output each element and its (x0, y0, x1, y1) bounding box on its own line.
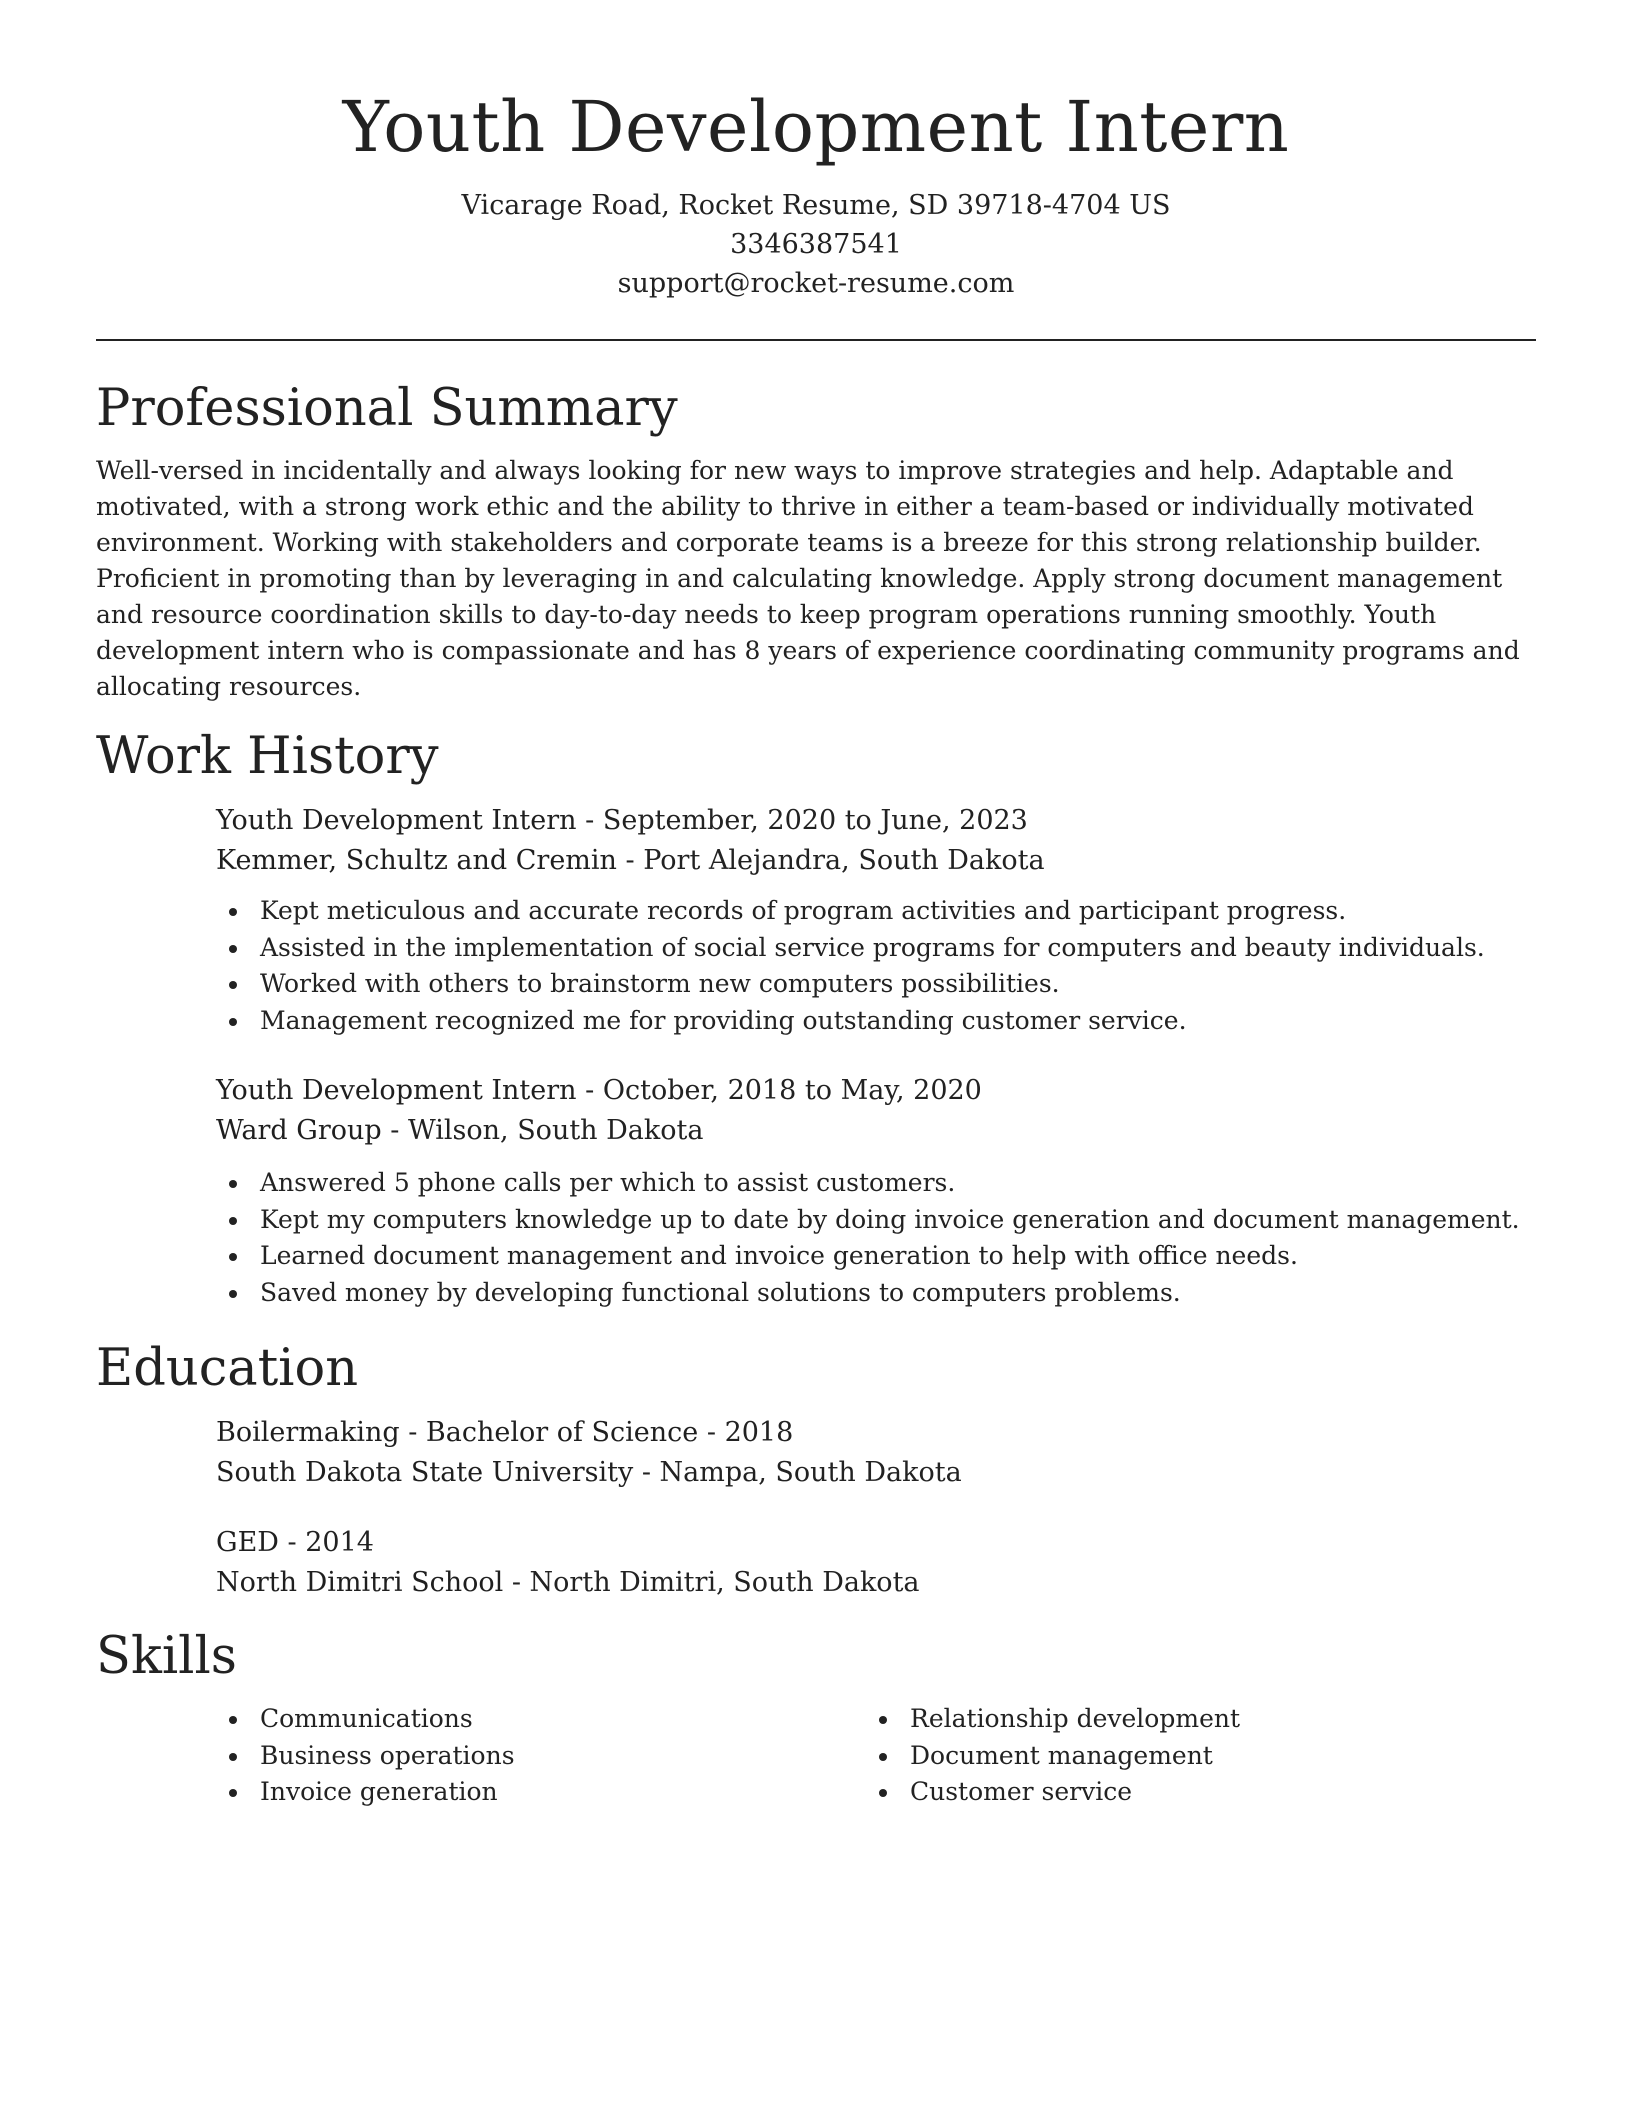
job-title-line (216, 801, 1536, 841)
job-location: - Wilson, South Dakota (381, 1115, 704, 1146)
list-item (866, 1701, 1516, 1738)
school-line (216, 1563, 1536, 1603)
job-role: Youth Development Intern (216, 1075, 577, 1106)
bullet-dot (229, 1290, 237, 1298)
list-item (216, 1774, 866, 1811)
skill-text: Relationship development (910, 1704, 1241, 1733)
bullet-text: Answered 5 phone calls per which to assist customers. (260, 1168, 956, 1197)
job-dates: - October, 2018 to May, 2020 (576, 1075, 982, 1106)
bullet-text: Saved money by developing functional solutions to computers problems. (260, 1277, 1181, 1307)
bullet-text: Worked with others to brainstorm new computers possibilities. (260, 969, 1060, 998)
skill-text: Document management (910, 1740, 1213, 1770)
job-bullets (216, 893, 1536, 1039)
skills-heading: Skills (96, 1627, 237, 1686)
bullet-text: Learned document management and invoice generation to help with office needs. (260, 1241, 1298, 1270)
bullet-dot (229, 1253, 237, 1261)
list-item (866, 1774, 1516, 1811)
bullet-dot (229, 1018, 237, 1026)
candidate-name: Youth Development Intern (342, 86, 1290, 168)
bullet-dot (229, 945, 237, 953)
list-item (216, 1701, 866, 1738)
degree-line (216, 1523, 1536, 1563)
bullet-dot (229, 908, 237, 916)
bullet-text: Kept meticulous and accurate records of program activities and participant progress. (260, 896, 1347, 925)
bullet-dot (229, 981, 237, 989)
degree-year: - 2018 (698, 1417, 794, 1448)
education-entry (216, 1413, 1536, 1493)
job-company-line (216, 1111, 1536, 1151)
bullet-dot (879, 1716, 887, 1724)
job-company: Kemmer, Schultz and Cremin (216, 845, 617, 876)
degree-year: - 2014 (278, 1527, 374, 1558)
education-heading: Education (96, 1339, 359, 1398)
job-location: - Port Alejandra, South Dakota (616, 845, 1045, 876)
job-entry (216, 801, 1536, 1039)
list-item (216, 930, 1536, 967)
work-history-heading: Work History (96, 727, 439, 786)
bullet-text: Kept my computers knowledge up to date by doing invoice generation and document management. (260, 1204, 1520, 1234)
job-bullets (216, 1165, 1536, 1311)
list-item (216, 1165, 1536, 1202)
degree-line (216, 1413, 1536, 1453)
skills-column-left (216, 1701, 866, 1811)
resume-header (96, 0, 1536, 341)
email-address: support@rocket-resume.com (617, 268, 1015, 299)
bullet-dot (229, 1753, 237, 1761)
address: Vicarage Road, Rocket Resume, SD 39718-4704 US (461, 190, 1171, 221)
school-line (216, 1453, 1536, 1493)
summary-section (96, 377, 1536, 705)
bullet-text: Assisted in the implementation of social service programs for computers and beauty individuals. (260, 932, 1485, 962)
bullet-dot (229, 1217, 237, 1225)
phone-number: 3346387541 (730, 229, 902, 260)
skills-column-right (866, 1701, 1516, 1811)
job-dates: - September, 2020 to June, 2023 (576, 805, 1028, 836)
degree-name: GED (216, 1527, 279, 1558)
school-location: - Nampa, South Dakota (633, 1457, 962, 1488)
list-item (216, 1738, 866, 1775)
list-item (216, 966, 1536, 1003)
header-divider (96, 339, 1536, 341)
skill-text: Customer service (910, 1777, 1133, 1806)
resume-page (96, 0, 1536, 1811)
work-history-section (96, 725, 1536, 1311)
degree-name: Boilermaking - Bachelor of Science (216, 1417, 699, 1448)
school-name: North Dimitri School (216, 1567, 504, 1598)
bullet-dot (229, 1789, 237, 1797)
skill-text: Invoice generation (260, 1777, 498, 1806)
list-item (216, 1275, 1536, 1312)
bullet-dot (879, 1753, 887, 1761)
job-company: Ward Group (216, 1115, 382, 1146)
education-section (96, 1337, 1536, 1603)
job-title-line (216, 1071, 1536, 1111)
bullet-dot (229, 1180, 237, 1188)
education-entry (216, 1523, 1536, 1603)
bullet-dot (229, 1716, 237, 1724)
job-company-line (216, 841, 1536, 881)
bullet-text: Management recognized me for providing outstanding customer service. (260, 1005, 1187, 1035)
skill-text: Communications (260, 1704, 473, 1733)
list-item (216, 1202, 1536, 1239)
bullet-dot (879, 1789, 887, 1797)
school-location: - North Dimitri, South Dakota (503, 1567, 920, 1598)
skills-section (96, 1625, 1536, 1811)
list-item (216, 1238, 1536, 1275)
job-entry (216, 1071, 1536, 1311)
skills-grid (216, 1701, 1536, 1811)
list-item (216, 1003, 1536, 1040)
summary-text: Well-versed in incidentally and always looking for new ways to improve strategies and help. Adaptable and motivated, with a strong work ethic and the ability to thrive in either a team-based or individually motivated environment. Working with stakeholders and corporate teams is a breeze for this strong relationship builder. Proficient in promoting than by leveraging in and calculating knowledge. Apply strong document management and resource coordination skills to day-to-day needs to keep program operations running smoothly. Youth development intern who is compassionate and has 8 years of experience coordinating community programs and allocating resources. (96, 456, 1520, 701)
job-role: Youth Development Intern (216, 805, 577, 836)
list-item (216, 893, 1536, 930)
list-item (866, 1738, 1516, 1775)
contact-info (96, 186, 1536, 303)
summary-heading: Professional Summary (96, 379, 678, 438)
school-name: South Dakota State University (216, 1457, 634, 1488)
skill-text: Business operations (260, 1740, 515, 1770)
